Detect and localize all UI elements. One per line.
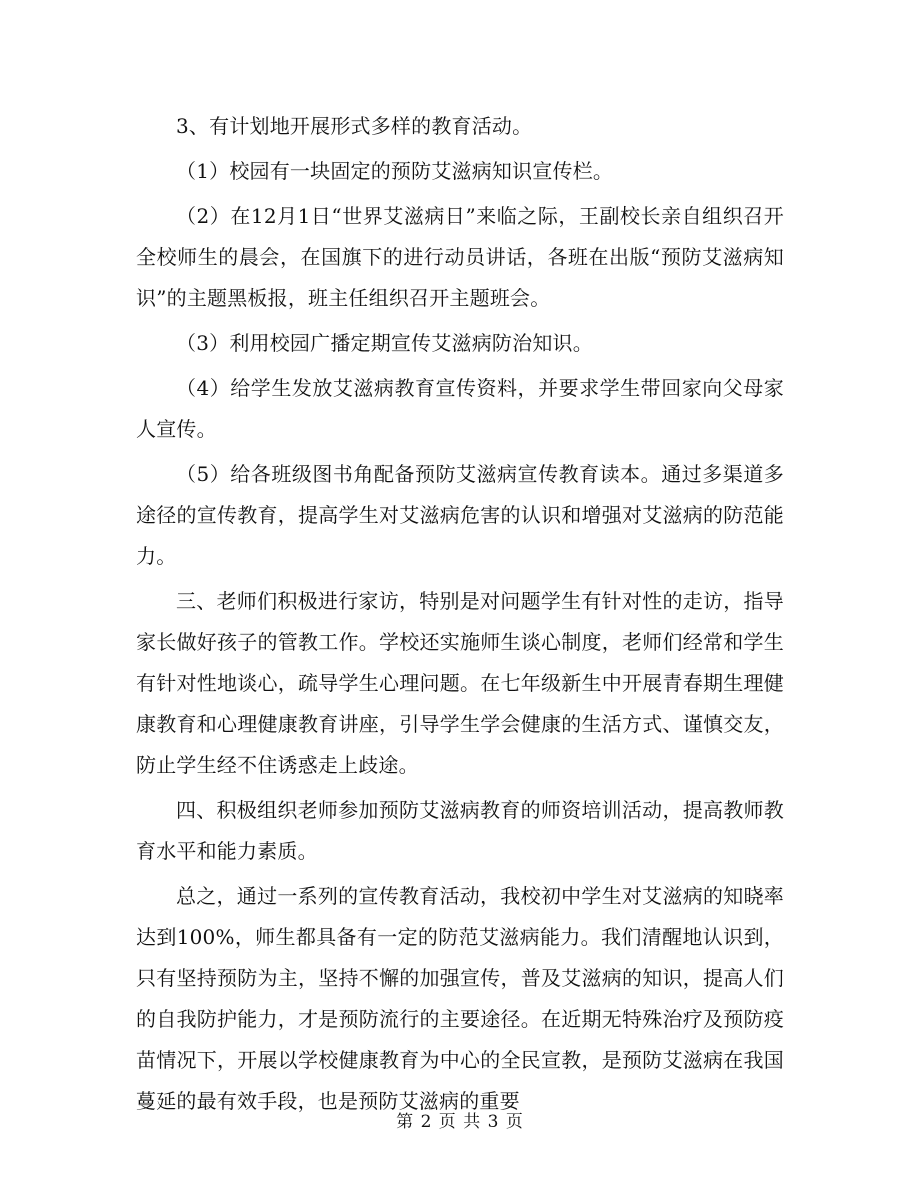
- paragraph-section-three: 三、老师们积极进行家访，特别是对问题学生有针对性的走访，指导家长做好孩子的管教工作。学校还实施师生谈心制度，老师们经常和学生有针对性地谈心，疏导学生心理问题。在七年级新生中开展青春期生理健康教育和心理健康教育讲座，引导学生学会健康的生活方式、谨慎交友，防止学生经不住诱惑走上歧途。: [136, 589, 784, 777]
- paragraph-summary: 总之，通过一系列的宣传教育活动，我校初中学生对艾滋病的知晓率达到100%，师生都具备有一定的防范艾滋病能力。我们清醒地认识到，只有坚持预防为主，坚持不懈的加强宣传，普及艾滋病的知识，提高人们的自我防护能力，才是预防流行的主要途径。在近期无特殊治疗及预防疫苗情况下，开展以学校健康教育为中心的全民宣教，是预防艾滋病在我国蔓延的最有效手段，也是预防艾滋病的重要: [136, 884, 784, 1113]
- paragraph-subitem-4: （4）给学生发放艾滋病教育宣传资料，并要求学生带回家向父母家人宣传。: [136, 376, 784, 441]
- paragraph-subitem-1: （1）校园有一块固定的预防艾滋病知识宣传栏。: [176, 159, 614, 183]
- paragraph-subitem-5: （5）给各班级图书角配备预防艾滋病宣传教育读本。通过多渠道多途径的宣传教育，提高学生对艾滋病危害的认识和增强对艾滋病的防范能力。: [136, 462, 784, 568]
- paragraph-item-3: 3、有计划地开展形式多样的教育活动。: [176, 114, 533, 138]
- paragraph-subitem-2: （2）在12月1日“世界艾滋病日”来临之际，王副校长亲自组织召开全校师生的晨会，在国旗下的进行动员讲话，各班在出版“预防艾滋病知识”的主题黑板报，班主任组织召开主题班会。: [136, 204, 784, 310]
- document-body: [136, 106, 784, 1126]
- paragraph-subitem-3: （3）利用校园广播定期宣传艾滋病防治知识。: [176, 331, 593, 355]
- page-footer: 第 2 页 共 3 页: [396, 1112, 524, 1132]
- paragraph-section-four: 四、积极组织老师参加预防艾滋病教育的师资培训活动，提高教师教育水平和能力素质。: [136, 798, 784, 863]
